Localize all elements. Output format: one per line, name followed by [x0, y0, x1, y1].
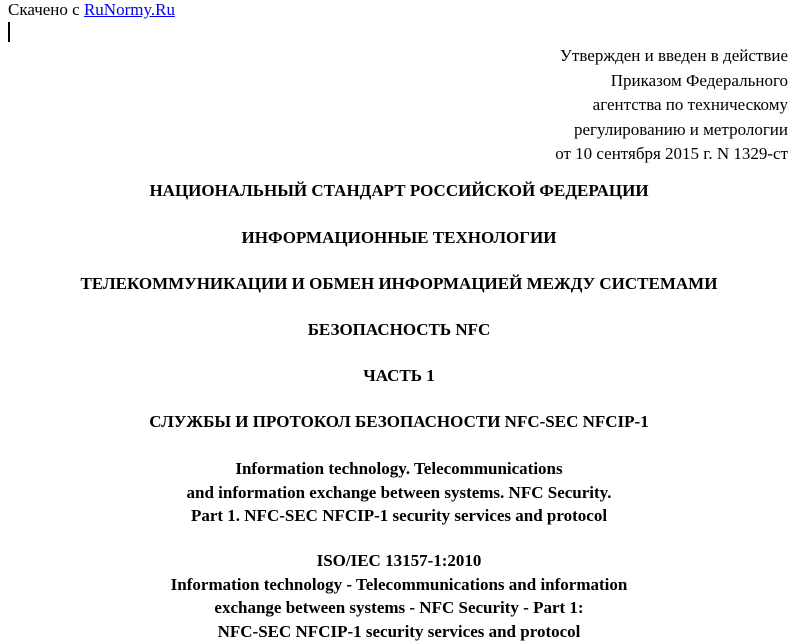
heading-standard: НАЦИОНАЛЬНЫЙ СТАНДАРТ РОССИЙСКОЙ ФЕДЕРАЦИИ [0, 181, 790, 201]
english-title-line: Information technology. Telecommunications [0, 457, 790, 481]
english-title [0, 457, 790, 528]
iso-designation: ISO/IEC 13157-1:2010 [0, 549, 790, 573]
english-title-line: and information exchange between systems. NFC Security. [0, 481, 790, 505]
iso-title-line: NFC-SEC NFCIP-1 security services and protocol [0, 620, 790, 643]
approval-line: Утвержден и введен в действие [555, 44, 788, 69]
heading-telecom: ТЕЛЕКОММУНИКАЦИИ И ОБМЕН ИНФОРМАЦИЕЙ МЕЖДУ СИСТЕМАМИ [0, 274, 790, 294]
approval-line: агентства по техническому [555, 93, 788, 118]
approval-line: от 10 сентября 2015 г. N 1329-ст [555, 142, 788, 167]
english-title-line: Part 1. NFC-SEC NFCIP-1 security services and protocol [0, 504, 790, 528]
approval-line: Приказом Федерального [555, 69, 788, 94]
source-link[interactable]: RuNormy.Ru [84, 0, 175, 19]
approval-line: регулированию и метрологии [555, 118, 788, 143]
source-line [8, 0, 175, 20]
iso-title-line: exchange between systems - NFC Security - Part 1: [0, 596, 790, 620]
heading-it: ИНФОРМАЦИОННЫЕ ТЕХНОЛОГИИ [0, 228, 790, 248]
approval-block [555, 44, 788, 167]
heading-services: СЛУЖБЫ И ПРОТОКОЛ БЕЗОПАСНОСТИ NFC-SEC NFCIP-1 [0, 412, 790, 432]
heading-part: ЧАСТЬ 1 [0, 366, 790, 386]
heading-security: БЕЗОПАСНОСТЬ NFC [0, 320, 790, 340]
source-prefix: Скачено с [8, 0, 84, 19]
iso-block [0, 549, 790, 643]
iso-title-line: Information technology - Telecommunications and information [0, 573, 790, 597]
text-cursor [8, 22, 10, 42]
